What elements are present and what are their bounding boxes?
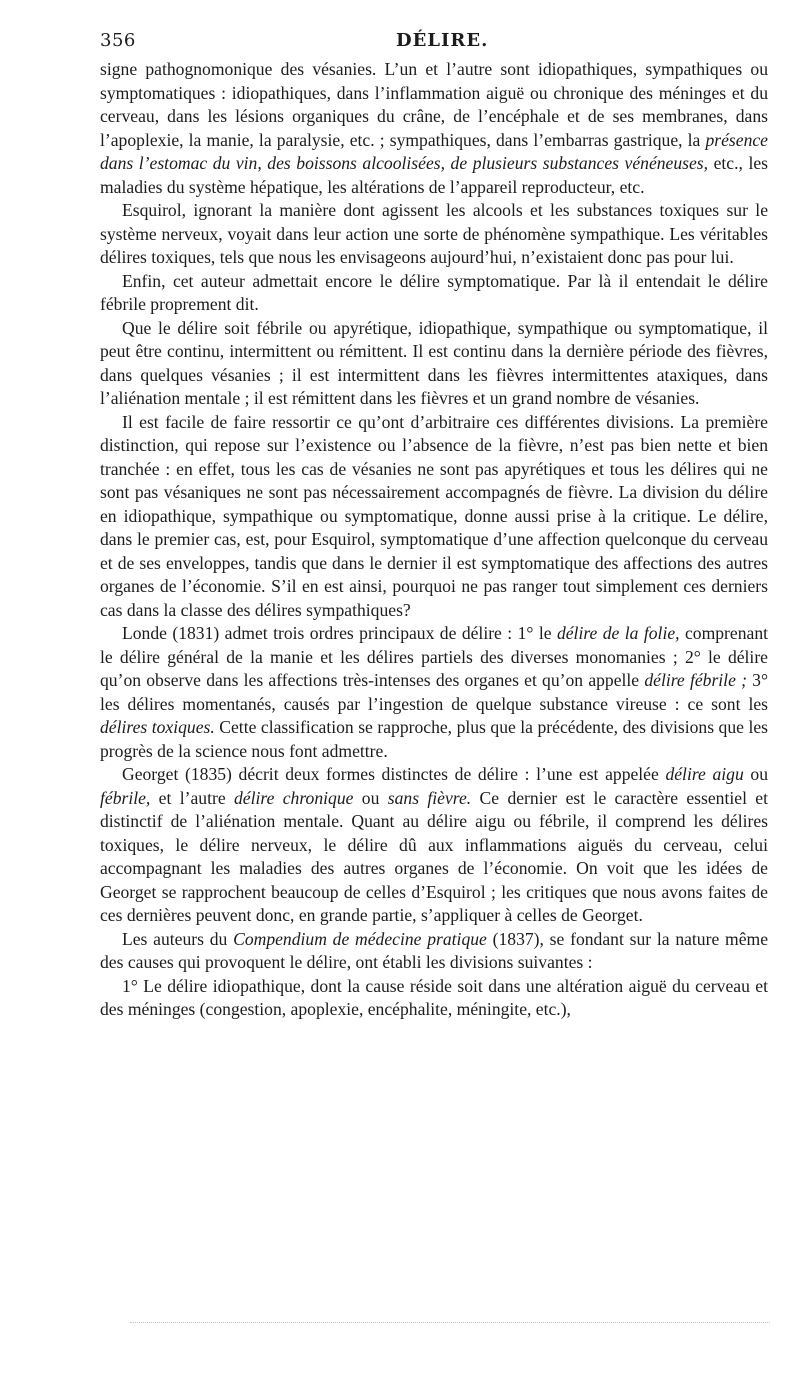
text-run: Enfin, cet auteur admettait encore le délire symptomatique. Par là il entendait le délire fébrile proprement dit. <box>100 270 768 314</box>
italic-text: délires toxiques. <box>100 717 215 737</box>
body-text <box>100 58 768 1022</box>
scan-artifact-line <box>130 1322 770 1325</box>
italic-text: délire chronique <box>234 787 354 808</box>
paragraph <box>100 622 768 763</box>
text-run: 3° les délires momentanés, causés par l’ingestion de quelque substance vireuse : ce sont les <box>100 670 769 714</box>
paragraph <box>100 58 768 199</box>
text-run: Cette classification se rapproche, plus que la précédente, des divisions que les progrès de la science nous font admettre. <box>100 717 768 761</box>
page-header <box>100 26 770 58</box>
paragraph <box>100 411 768 623</box>
italic-text: délire fébrile ; <box>644 670 747 690</box>
text-run: Les auteurs du <box>122 928 234 949</box>
text-run: ou <box>743 764 768 784</box>
paragraph <box>100 763 768 928</box>
text-run: (1837), se fondant sur la nature même des causes qui provoquent le délire, ont établi les divisions suivantes : <box>100 928 769 972</box>
italic-text: fébrile, <box>100 787 151 808</box>
italic-text: délire aigu <box>665 764 744 784</box>
text-run: etc., les maladies du système hépatique, les altérations de l’appareil reproducteur, etc. <box>100 153 768 197</box>
text-run: ou <box>353 787 388 808</box>
text-run: Que le délire soit fébrile ou apyrétique, idiopathique, sympathique ou symptomatique, il peut être continu, intermittent ou rémittent. Il est continu dans la dernière période des fièvres, dans quelques vésanies ; il est intermittent dans les fièvres intermittentes ataxiques, dans l’aliénation mentale ; il est rémittent dans les fièvres et un grand nombre de vésanies. <box>100 317 768 408</box>
text-run: comprenant le délire général de la manie et les délires partiels des diverses monomanies ; 2° le délire qu’on observe dans les affections très-intenses des organes et qu’on appelle <box>100 623 769 690</box>
text-run: Georget (1835) décrit deux formes distinctes de délire : l’une est appelée <box>122 764 666 784</box>
text-run: Ce dernier est le caractère essentiel et distinctif de l’aliénation mentale. Quant au délire aigu ou fébrile, il comprend les délires toxiques, le délire nerveux, le délire dû aux inflammations aiguës du cerveau, celui accompagnant les maladies des autres organes de l’économie. On voit que les idées de Georget se rapprochent beaucoup de celles d’Esquirol ; les critiques que nous avons faites de ces dernières peuvent donc, en grande partie, s’appliquer à celles de Georget. <box>100 787 769 925</box>
page-number: 356 <box>100 30 136 51</box>
italic-text: sans fièvre. <box>387 787 472 808</box>
paragraph <box>100 317 768 411</box>
italic-text: Compendium de médecine pratique <box>233 928 487 949</box>
text-run: et l’autre <box>150 787 234 808</box>
paragraph <box>100 270 768 317</box>
text-run: Londe (1831) admet trois ordres principaux de délire : 1° le <box>122 623 557 643</box>
text-run: 1° Le délire idiopathique, dont la cause réside soit dans une altération aiguë du cerveau et des méninges (congestion, apoplexie, encéphalite, méningite, etc.), <box>100 975 768 1019</box>
text-run: Il est facile de faire ressortir ce qu’ont d’arbitraire ces différentes divisions. La première distinction, qui repose sur l’existence ou l’absence de la fièvre, n’est pas bien nette et bien tranchée : en effet, tous les cas de vésanies ne sont pas apyrétiques et tous les délires qui ne sont pas vésaniques ne sont pas nécessairement accompagnés de fièvre. La division du délire en idiopathique, sympathique ou symptomatique, donne aussi prise à la critique. Le délire, dans le premier cas, est, pour Esquirol, symptomatique d’une affection quelconque du cerveau et de ses enveloppes, tandis que dans le dernier il est symptomatique des affections des autres organes de l’économie. S’il en est ainsi, pourquoi ne pas ranger tout simplement ces derniers cas dans la classe des délires sympathiques? <box>100 411 768 620</box>
paragraph <box>100 928 768 975</box>
paragraph <box>100 975 768 1022</box>
text-run: Esquirol, ignorant la manière dont agissent les alcools et les substances toxiques sur le système nerveux, voyait dans leur action une sorte de phénomène sympathique. Les véritables délires toxiques, tels que nous les envisageons aujourd’hui, n’existaient donc pas pour lui. <box>100 200 768 267</box>
paragraph <box>100 199 768 270</box>
italic-text: présence dans l’estomac du vin, des boissons alcoolisées, de plusieurs substances vénéneuses, <box>100 129 768 173</box>
italic-text: délire de la folie, <box>556 623 680 643</box>
text-run: signe pathognomonique des vésanies. L’un et l’autre sont idiopathiques, sympathiques ou symptomatiques : idiopathiques, dans l’inflammation aiguë ou chronique des méninges et du cerveau, dans les lésions organiques du crâne, de l’encéphale et de ses membranes, dans l’apoplexie, la manie, la paralysie, etc. ; sympathiques, dans l’embarras gastrique, la <box>100 59 768 150</box>
running-title: DÉLIRE. <box>396 30 489 51</box>
